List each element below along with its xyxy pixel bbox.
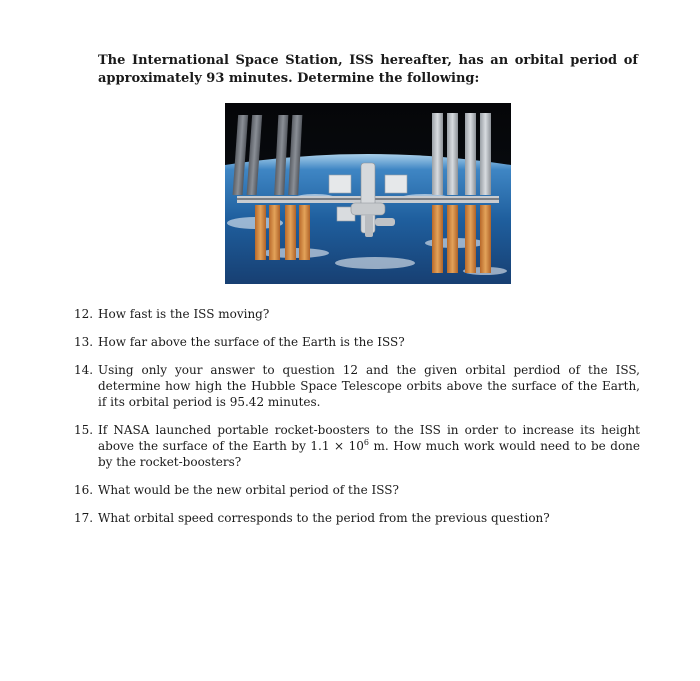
question-number: 15. bbox=[74, 423, 94, 437]
question-12 bbox=[74, 306, 640, 322]
question-number: 16. bbox=[74, 483, 94, 497]
question-list bbox=[74, 306, 640, 526]
question-text: How far above the surface of the Earth is the ISS? bbox=[98, 335, 405, 349]
question-text: What would be the new orbital period of the ISS? bbox=[98, 483, 399, 497]
question-14 bbox=[74, 362, 640, 410]
question-text: Using only your answer to question 12 and the given orbital perdiod of the ISS, determine how high the Hubble Space Telescope orbits above the surface of the Earth, if its orbital period is 95.42 minutes. bbox=[98, 363, 640, 409]
question-number: 17. bbox=[74, 511, 94, 525]
question-16 bbox=[74, 482, 640, 498]
question-15 bbox=[74, 422, 640, 470]
question-17 bbox=[74, 510, 640, 526]
question-text: How fast is the ISS moving? bbox=[98, 307, 270, 321]
iss-illustration bbox=[225, 103, 511, 284]
question-number: 13. bbox=[74, 335, 94, 349]
question-text-after: m. How much work would need to be done by the rocket-boosters? bbox=[98, 439, 641, 469]
question-text-before: If NASA launched portable rocket-boosters to the ISS in order to increase its height above the surface of the Earth by 1.1 × 10 bbox=[98, 423, 640, 453]
iss-photo bbox=[225, 103, 511, 284]
question-text: What orbital speed corresponds to the period from the previous question? bbox=[98, 511, 550, 525]
question-13 bbox=[74, 334, 640, 350]
problem-intro: The International Space Station, ISS hereafter, has an orbital period of approximately 93 minutes. Determine the following: bbox=[98, 53, 638, 86]
question-number: 14. bbox=[74, 363, 94, 377]
question-exponent: 6 bbox=[363, 438, 369, 447]
question-number: 12. bbox=[74, 307, 94, 321]
